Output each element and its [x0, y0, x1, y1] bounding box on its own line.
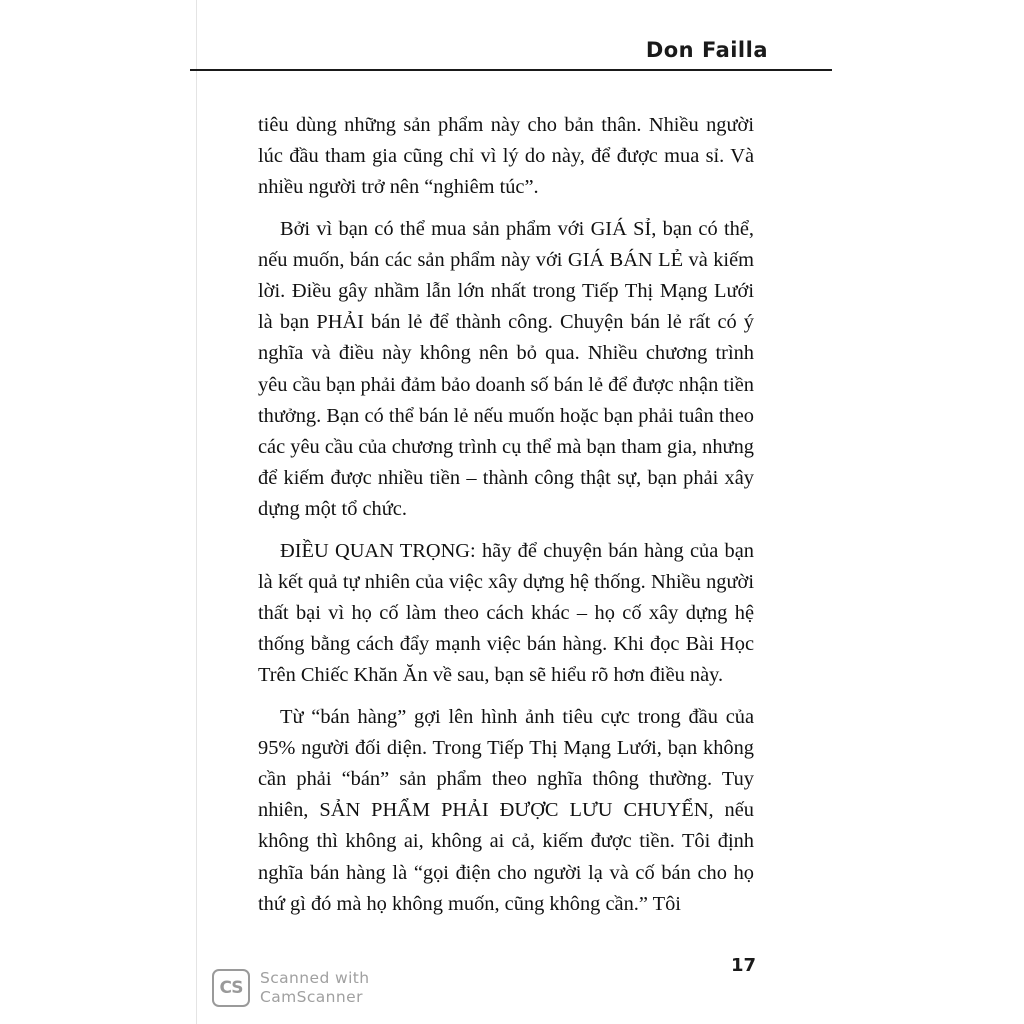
- paragraph-2: Bởi vì bạn có thể mua sản phẩm với GIÁ SỈ, bạn có thể, nếu muốn, bán các sản phẩm này với GIÁ BÁN LẺ và kiếm lời. Điều gây nhầm lẫn lớn nhất trong Tiếp Thị Mạng Lưới là bạn PHẢI bán lẻ để thành công. Chuyện bán lẻ rất có ý nghĩa và điều này không nên bỏ qua. Nhiều chương trình yêu cầu bạn phải đảm bảo doanh số bán lẻ để được nhận tiền thưởng. Bạn có thể bán lẻ nếu muốn hoặc bạn phải tuân theo các yêu cầu của chương trình cụ thể mà bạn tham gia, nhưng để kiếm được nhiều tiền – thành công thật sự, bạn phải xây dựng một tổ chức.: [258, 217, 754, 521]
- running-head-author: Don Failla: [645, 38, 768, 62]
- camscanner-watermark: [212, 966, 370, 1010]
- camscanner-line-1: Scanned with: [260, 969, 370, 987]
- paragraph-4: Từ “bán hàng” gợi lên hình ảnh tiêu cực trong đầu của 95% người đối diện. Trong Tiếp Thị Mạng Lưới, bạn không cần phải “bán” sản phẩm theo nghĩa thông thường. Tuy nhiên, SẢN PHẨM PHẢI ĐƯỢC LƯU CHUYỂN, nếu không thì không ai, không ai cả, kiếm được tiền. Tôi định nghĩa bán hàng là “gọi điện cho người lạ và cố bán cho họ thứ gì đó mà họ không muốn, cũng không cần.” Tôi: [258, 705, 754, 915]
- paragraph-3: ĐIỀU QUAN TRỌNG: hãy để chuyện bán hàng của bạn là kết quả tự nhiên của việc xây dựng hệ thống. Nhiều người thất bại vì họ cố làm theo cách khác – họ cố xây dựng hệ thống bằng cách đẩy mạnh việc bán hàng. Khi đọc Bài Học Trên Chiếc Khăn Ăn về sau, bạn sẽ hiểu rõ hơn điều này.: [258, 539, 754, 687]
- camscanner-line-2: CamScanner: [260, 988, 363, 1006]
- camscanner-logo-icon: CS: [212, 969, 250, 1007]
- header-rule: [190, 69, 832, 71]
- paragraph-1: tiêu dùng những sản phẩm này cho bản thân. Nhiều người lúc đầu tham gia cũng chỉ vì lý do này, để được mua sỉ. Và nhiều người trở nên “nghiêm túc”.: [258, 114, 754, 199]
- page-number: 17: [731, 955, 757, 976]
- body-text: [258, 110, 754, 930]
- page-edge: [196, 0, 197, 1024]
- camscanner-text: [260, 969, 370, 1007]
